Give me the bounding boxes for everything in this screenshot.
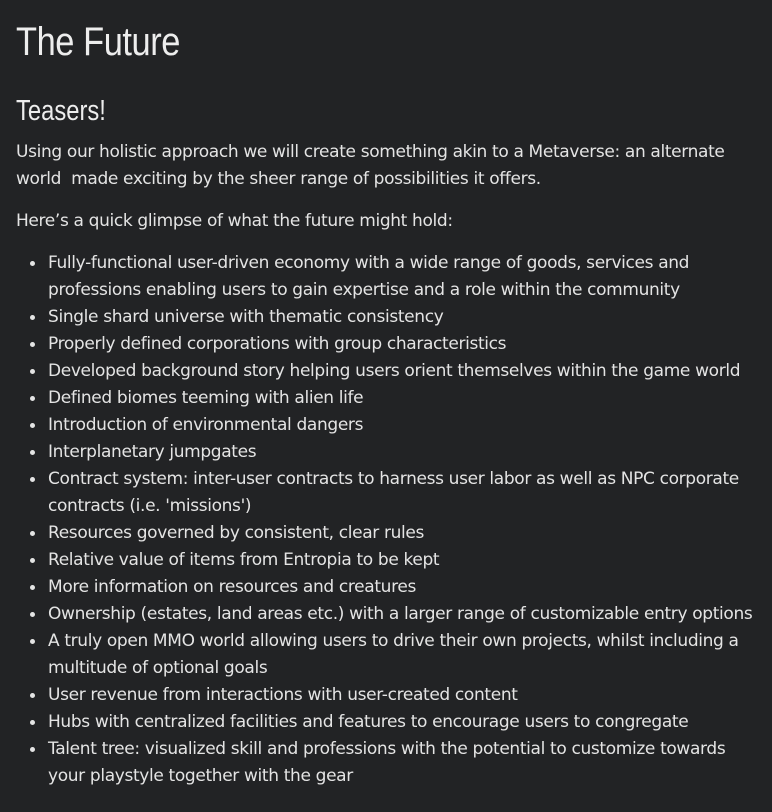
list-item-text: Fully-functional user-driven economy with a wide range of goods, services and professions enabling users to gain expertise and a role within the community	[48, 253, 690, 300]
bullet-icon	[30, 369, 35, 374]
list-item	[16, 736, 756, 790]
bullet-icon	[30, 342, 35, 347]
list-item	[16, 682, 756, 709]
list-item-text: Defined biomes teeming with alien life	[48, 388, 364, 408]
list-item	[16, 331, 756, 358]
bullet-icon	[30, 558, 35, 563]
list-item-text: Hubs with centralized facilities and features to encourage users to congregate	[48, 712, 689, 732]
list-item-text: Interplanetary jumpgates	[48, 442, 257, 462]
list-item-text: More information on resources and creatures	[48, 577, 416, 597]
list-item	[16, 466, 756, 520]
bullet-icon	[30, 639, 35, 644]
list-item	[16, 628, 756, 682]
list-item	[16, 520, 756, 547]
bullet-icon	[30, 693, 35, 698]
bullet-icon	[30, 747, 35, 752]
list-item-text: Contract system: inter-user contracts to harness user labor as well as NPC corporate contracts (i.e. 'missions')	[48, 469, 739, 516]
article-content	[16, 0, 756, 790]
bullet-icon	[30, 585, 35, 590]
bullet-icon	[30, 261, 35, 266]
bullet-icon	[30, 531, 35, 536]
list-item	[16, 601, 756, 628]
feature-list	[16, 250, 756, 790]
page-title: The Future	[16, 20, 180, 64]
list-item	[16, 250, 756, 304]
list-item-text: Introduction of environmental dangers	[48, 415, 364, 435]
list-item-text: A truly open MMO world allowing users to drive their own projects, whilst including a multitude of optional goals	[48, 631, 739, 678]
list-item-text: Developed background story helping users orient themselves within the game world	[48, 361, 741, 381]
list-item	[16, 385, 756, 412]
bullet-icon	[30, 720, 35, 725]
bullet-icon	[30, 315, 35, 320]
intro-line-1: Using our holistic approach we will create something akin to a Metaverse: an alternate	[16, 142, 725, 162]
list-item	[16, 574, 756, 601]
list-item	[16, 412, 756, 439]
list-item	[16, 709, 756, 736]
bullet-icon	[30, 423, 35, 428]
bullet-icon	[30, 477, 35, 482]
bullet-icon	[30, 396, 35, 401]
section-title: Teasers!	[16, 95, 106, 127]
list-item-text: Ownership (estates, land areas etc.) with a larger range of customizable entry options	[48, 604, 753, 624]
list-item-text: Resources governed by consistent, clear rules	[48, 523, 425, 543]
list-item	[16, 358, 756, 385]
list-item	[16, 547, 756, 574]
bullet-icon	[30, 450, 35, 455]
list-item-text: User revenue from interactions with user-created content	[48, 685, 518, 705]
list-item-text: Single shard universe with thematic consistency	[48, 307, 444, 327]
bullet-icon	[30, 612, 35, 617]
list-item	[16, 304, 756, 331]
glimpse-paragraph: Here’s a quick glimpse of what the future might hold:	[16, 211, 453, 231]
list-item-text: Properly defined corporations with group characteristics	[48, 334, 507, 354]
intro-line-2: world made exciting by the sheer range of possibilities it offers.	[16, 169, 541, 189]
list-item-text: Relative value of items from Entropia to be kept	[48, 550, 440, 570]
intro-paragraph	[16, 139, 756, 193]
list-item	[16, 439, 756, 466]
list-item-text: Talent tree: visualized skill and professions with the potential to customize towards your playstyle together with the gear	[48, 739, 726, 786]
